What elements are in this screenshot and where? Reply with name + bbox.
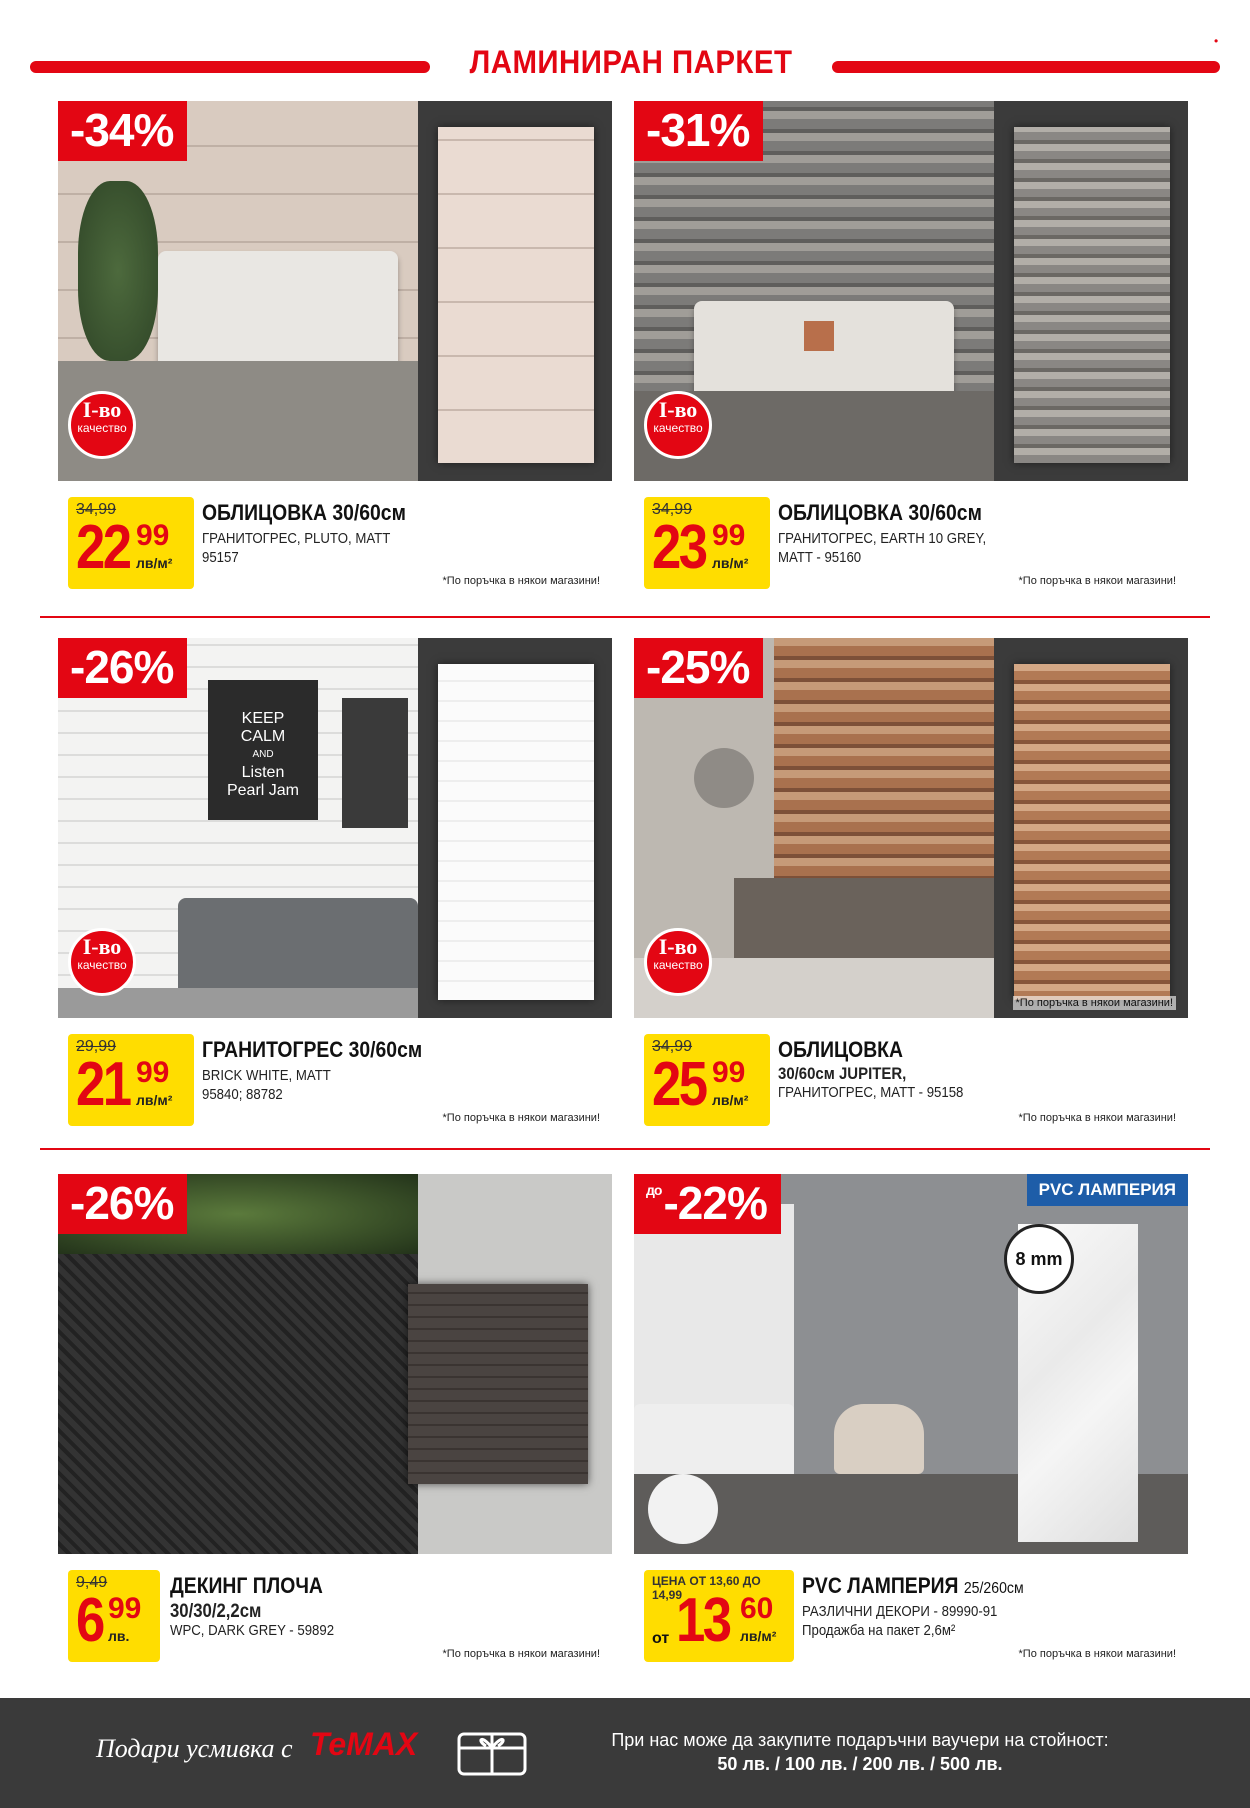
product-title-size: 25/260см	[963, 1580, 1024, 1597]
poster-line3: AND	[252, 749, 274, 760]
price-cents: 99	[712, 1056, 746, 1089]
header-rule-right	[832, 61, 1220, 73]
quality-badge	[68, 928, 136, 996]
product-desc	[778, 529, 986, 567]
price-unit: лв/м²	[712, 1092, 749, 1108]
sofa-shape	[694, 301, 954, 401]
product-photo	[58, 638, 612, 1018]
quality-badge	[68, 391, 136, 459]
order-note: *По поръчка в някои магазини!	[442, 1648, 600, 1660]
thickness-badge: 8 mm	[1004, 1224, 1074, 1294]
pvc-badge: PVC ЛАМПЕРИЯ	[1027, 1174, 1188, 1206]
decking-tile-sample	[408, 1284, 588, 1484]
voucher-text: При нас може да закупите подаръчни ваучери на стойност:	[611, 1730, 1109, 1750]
product-card[interactable]	[634, 1174, 1188, 1674]
product-photo	[58, 1174, 612, 1554]
product-desc-line2: MATT - 95160	[778, 549, 862, 566]
price-cents: 99	[136, 519, 170, 552]
price-cents: 99	[712, 519, 746, 552]
quality-line1: I-во	[82, 934, 122, 959]
quality-line2: качество	[77, 958, 127, 972]
quality-line1: I-во	[658, 934, 698, 959]
old-price: 34,99	[652, 501, 693, 518]
sample-disc	[648, 1474, 718, 1544]
footer-banner	[0, 1698, 1250, 1808]
price-box	[644, 497, 770, 589]
discount-value: -22%	[663, 1177, 767, 1229]
header-rule-left	[30, 61, 430, 73]
product-desc-line1: 30/60см JUPITER,	[778, 1064, 907, 1083]
order-note: *По поръчка в някои магазини!	[1018, 1648, 1176, 1660]
product-desc	[202, 1066, 331, 1104]
price-unit: лв/м²	[136, 555, 173, 571]
order-note: *По поръчка в някои магазини!	[442, 1112, 600, 1124]
tile-sample-panel	[994, 638, 1188, 1018]
quality-line2: качество	[653, 958, 703, 972]
price-unit: лв/м²	[712, 555, 749, 571]
product-card[interactable]	[58, 101, 612, 601]
product-card[interactable]	[58, 1174, 612, 1674]
product-desc-line2: Продажба на пакет 2,6м²	[802, 1622, 956, 1639]
price-unit: лв.	[108, 1628, 130, 1644]
product-photo	[58, 101, 612, 481]
quality-line1: I-во	[658, 397, 698, 422]
price-main: 21	[76, 1050, 130, 1119]
discount-badge: -26%	[58, 1174, 187, 1234]
product-title: ОБЛИЦОВКА 30/60см	[778, 500, 982, 525]
product-desc-line1: 30/30/2,2см	[170, 1601, 262, 1622]
product-desc-line2: WPC, DARK GREY - 59892	[170, 1622, 335, 1639]
tile-sample	[1014, 127, 1170, 463]
price-unit: лв/м²	[136, 1092, 173, 1108]
order-note: *По поръчка в някои магазини!	[442, 575, 600, 587]
price-unit: лв/м²	[740, 1628, 777, 1644]
price-cents: 99	[108, 1592, 142, 1625]
price-main: 6	[76, 1586, 103, 1655]
price-box	[68, 497, 194, 589]
product-title: ГРАНИТОГРЕС 30/60см	[202, 1037, 423, 1062]
brand-logo: TeMAX	[310, 1726, 418, 1762]
product-desc-line2: ГРАНИТОГРЕС, MATT - 95158	[778, 1084, 964, 1101]
product-title: ОБЛИЦОВКА	[778, 1037, 903, 1062]
voucher-info	[560, 1728, 1160, 1776]
gift-card-icon	[456, 1724, 528, 1778]
product-desc-line1: РАЗЛИЧНИ ДЕКОРИ - 89990-91	[802, 1603, 998, 1620]
page-title: ЛАМИНИРАН ПАРКЕТ	[469, 44, 793, 80]
discount-prefix: до	[646, 1182, 662, 1198]
price-box	[68, 1034, 194, 1126]
product-desc-line1: BRICK WHITE, MATT	[202, 1067, 331, 1084]
tile-sample-panel	[418, 101, 612, 481]
poster-line5: Pearl Jam	[226, 782, 300, 799]
bed-shape	[634, 1404, 794, 1484]
quality-line1: I-во	[82, 397, 122, 422]
product-title	[802, 1574, 1024, 1601]
discount-badge: -25%	[634, 638, 763, 698]
tile-sample	[438, 664, 594, 1000]
sofa-shape	[158, 251, 398, 371]
price-box	[68, 1570, 160, 1662]
old-price: 34,99	[76, 501, 117, 518]
wall-poster	[208, 680, 318, 820]
row-divider	[40, 1148, 1210, 1150]
photo-order-note: *По поръчка в някои магазини!	[1013, 996, 1176, 1010]
product-photo	[634, 101, 1188, 481]
tile-sample-panel	[994, 101, 1188, 481]
product-photo	[634, 1174, 1188, 1554]
product-desc	[802, 1602, 997, 1640]
footer-tagline: Подари усмивка с	[96, 1734, 293, 1763]
hexagon-decor	[694, 748, 754, 808]
tile-sample	[1014, 664, 1170, 1000]
bench-shape	[734, 878, 994, 958]
price-main: 23	[652, 513, 706, 582]
sofa-shape	[178, 898, 418, 998]
product-desc	[170, 1602, 334, 1640]
price-main: 25	[652, 1050, 706, 1119]
quality-badge	[644, 391, 712, 459]
product-card[interactable]	[634, 638, 1188, 1138]
product-desc-line2: 95157	[202, 549, 239, 566]
product-desc-line2: 95840; 88782	[202, 1086, 283, 1103]
old-price: 29,99	[76, 1038, 117, 1055]
price-cents: 60	[740, 1592, 774, 1625]
price-main: 22	[76, 513, 130, 582]
old-price: 9,49	[76, 1574, 108, 1591]
plant-shape	[78, 181, 158, 361]
tile-sample-panel	[418, 638, 612, 1018]
discount-badge	[634, 1174, 781, 1234]
price-range: ЦЕНА ОТ 13,60 ДО 14,99	[652, 1574, 761, 1602]
quality-line2: качество	[77, 421, 127, 435]
product-title-main: PVC ЛАМПЕРИЯ	[802, 1573, 959, 1598]
product-photo	[634, 638, 1188, 1018]
stone-wall	[774, 638, 994, 898]
armchair-shape	[834, 1404, 924, 1474]
quality-badge	[644, 928, 712, 996]
from-label: от	[652, 1630, 670, 1647]
product-desc-line1: ГРАНИТОГРЕС, EARTH 10 GREY,	[778, 530, 987, 547]
price-box	[644, 1034, 770, 1126]
quality-line2: качество	[653, 421, 703, 435]
order-note: *По поръчка в някои магазини!	[1018, 575, 1176, 587]
voucher-values: 50 лв. / 100 лв. / 200 лв. / 500 лв.	[717, 1754, 1003, 1774]
product-card[interactable]	[58, 638, 612, 1138]
row-divider	[40, 616, 1210, 618]
order-note: *По поръчка в някои магазини!	[1018, 1112, 1176, 1124]
product-title: ОБЛИЦОВКА 30/60см	[202, 500, 406, 525]
product-desc	[202, 529, 390, 567]
wall-picture	[342, 698, 408, 828]
discount-badge: -34%	[58, 101, 187, 161]
poster-line1: KEEP	[241, 710, 285, 727]
price-main: 13	[676, 1586, 730, 1655]
product-title: ДЕКИНГ ПЛОЧА	[170, 1573, 323, 1598]
discount-badge: -26%	[58, 638, 187, 698]
product-desc-line1: ГРАНИТОГРЕС, PLUTO, MATT	[202, 530, 391, 547]
old-price: 34,99	[652, 1038, 693, 1055]
product-card[interactable]	[634, 101, 1188, 601]
tile-sample	[438, 127, 594, 463]
poster-line4: Listen	[241, 764, 285, 781]
cushion-shape	[804, 321, 834, 351]
corner-mark-icon: •	[1214, 34, 1219, 48]
discount-badge: -31%	[634, 101, 763, 161]
price-box	[644, 1570, 794, 1662]
poster-line2: CALM	[240, 728, 286, 745]
price-cents: 99	[136, 1056, 170, 1089]
product-desc	[778, 1064, 963, 1102]
